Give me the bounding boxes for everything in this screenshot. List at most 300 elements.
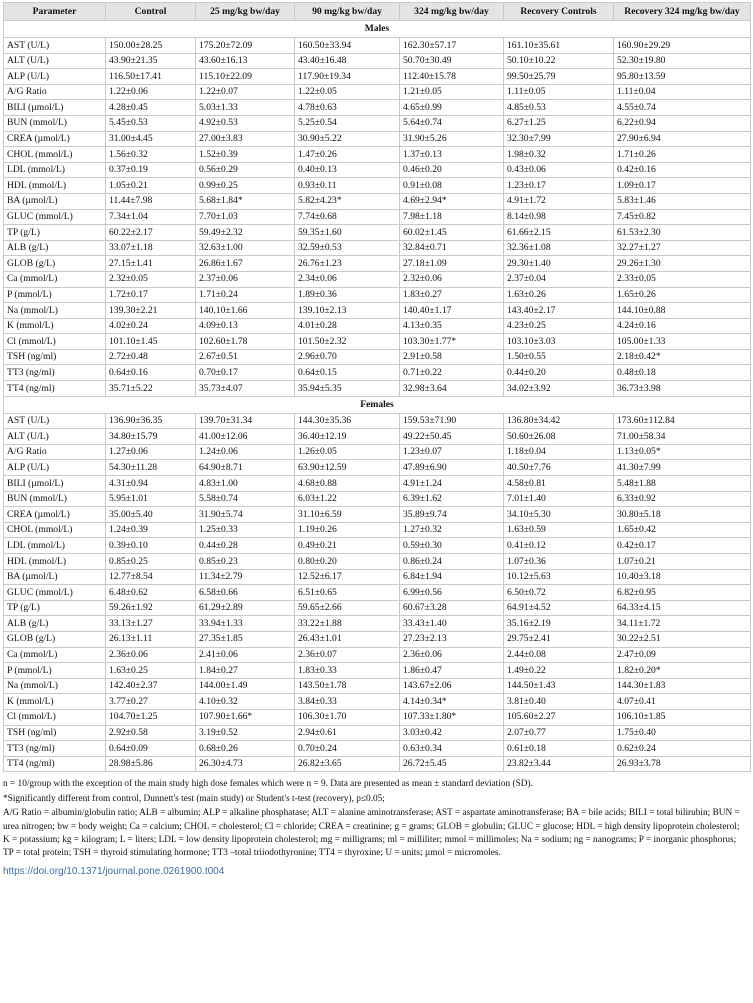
parameter-cell: GLUC (mmol/L) [4,209,106,225]
section-title: Females [4,396,751,413]
value-cell: 161.10±35.61 [504,38,614,54]
value-cell: 4.13±0.35 [400,318,504,334]
value-cell: 4.24±0.16 [614,318,751,334]
value-cell: 64.33±4.15 [614,600,751,616]
value-cell: 32.59±0.53 [295,240,400,256]
value-cell: 0.44±0.20 [504,365,614,381]
table-row [4,663,751,679]
value-cell: 41.00±12.06 [196,429,295,445]
value-cell: 28.98±5.86 [106,756,196,772]
header-25mg: 25 mg/kg bw/day [196,3,295,21]
table-row [4,756,751,772]
value-cell: 0.63±0.34 [400,741,504,757]
value-cell: 3.19±0.52 [196,725,295,741]
value-cell: 33.07±1.18 [106,240,196,256]
value-cell: 34.02±3.92 [504,381,614,397]
parameter-cell: AST (U/L) [4,38,106,54]
value-cell: 6.33±0.92 [614,491,751,507]
value-cell: 1.09±0.17 [614,178,751,194]
table-row [4,318,751,334]
table-header-row [4,3,751,21]
parameter-cell: BILI (µmol/L) [4,476,106,492]
table-row [4,100,751,116]
value-cell: 144.10±0.88 [614,303,751,319]
value-cell: 103.10±3.03 [504,334,614,350]
value-cell: 31.90±5.26 [400,131,504,147]
value-cell: 102.60±1.78 [196,334,295,350]
table-row [4,38,751,54]
value-cell: 35.00±5.40 [106,507,196,523]
table-row [4,741,751,757]
value-cell: 32.84±0.71 [400,240,504,256]
value-cell: 26.72±5.45 [400,756,504,772]
value-cell: 33.94±1.33 [196,616,295,632]
value-cell: 101.10±1.45 [106,334,196,350]
parameter-cell: ALP (U/L) [4,69,106,85]
value-cell: 0.42±0.16 [614,162,751,178]
parameter-cell: TT4 (ng/ml) [4,756,106,772]
value-cell: 0.40±0.13 [295,162,400,178]
value-cell: 1.71±0.26 [614,147,751,163]
value-cell: 0.70±0.24 [295,741,400,757]
sample-size-note: n = 10/group with the exception of the main study high dose females which were n = 9. Data are presented as mean ± standard deviation (SD). [3,779,533,790]
value-cell: 41.30±7.99 [614,460,751,476]
value-cell: 103.30±1.77* [400,334,504,350]
value-cell: 6.48±0.62 [106,585,196,601]
header-control: Control [106,3,196,21]
value-cell: 54.30±11.28 [106,460,196,476]
value-cell: 3.03±0.42 [400,725,504,741]
value-cell: 1.22±0.05 [295,84,400,100]
value-cell: 34.10±5.30 [504,507,614,523]
table-row [4,694,751,710]
value-cell: 7.01±1.40 [504,491,614,507]
table-footnotes [3,778,750,860]
table-row [4,84,751,100]
value-cell: 159.53±71.90 [400,413,504,429]
value-cell: 1.63±0.26 [504,287,614,303]
section-title: Males [4,21,751,38]
value-cell: 160.90±29.29 [614,38,751,54]
value-cell: 31.00±4.45 [106,131,196,147]
value-cell: 31.10±6.59 [295,507,400,523]
value-cell: 1.13±0.05* [614,444,751,460]
value-cell: 2.91±0.58 [400,349,504,365]
parameter-cell: A/G Ratio [4,84,106,100]
table-row [4,413,751,429]
value-cell: 27.18±1.09 [400,256,504,272]
value-cell: 1.47±0.26 [295,147,400,163]
value-cell: 1.71±0.24 [196,287,295,303]
table-row [4,678,751,694]
value-cell: 32.98±3.64 [400,381,504,397]
value-cell: 0.41±0.12 [504,538,614,554]
value-cell: 34.11±1.72 [614,616,751,632]
abbreviations-note: A/G Ratio = albumin/globulin ratio; ALB = albumin; ALP = alkaline phosphatase; ALT = alanine aminotransferase; AST = aspartate aminotransferase; BA = bile acids; BILI = total bilirubin; BUN = urea nitrogen; bw = body weight; Ca = calcium; CHOL = cholesterol; Cl = chloride; CREA = creatinine; g = grams; GLOB = globulin; GLUC = glucose; HDL = high density lipoprotein cholesterol; K = potassium; kg = kilogram; L = liters; LDL = low density lipoprotein cholesterol; mg = milligrams; ml = milliliter; mmol = millimoles; Na = sodium; ng = nanograms; P = inorganic phosphorus; TP = total protein; TSH = thyroid stimulating hormone; TT3 –total triiodothyronine; TT4 = thyroxine; U = units; µmol = micromoles. [3,808,740,859]
value-cell: 142.40±2.37 [106,678,196,694]
value-cell: 175.20±72.09 [196,38,295,54]
parameter-cell: Na (mmol/L) [4,303,106,319]
value-cell: 95.80±13.59 [614,69,751,85]
value-cell: 5.64±0.74 [400,115,504,131]
value-cell: 144.50±1.43 [504,678,614,694]
value-cell: 2.34±0.06 [295,271,400,287]
value-cell: 4.78±0.63 [295,100,400,116]
value-cell: 32.36±1.08 [504,240,614,256]
value-cell: 11.44±7.98 [106,193,196,209]
table-row [4,538,751,554]
table-row [4,585,751,601]
value-cell: 47.89±6.90 [400,460,504,476]
value-cell: 2.37±0.06 [196,271,295,287]
table-row [4,725,751,741]
value-cell: 1.83±0.27 [400,287,504,303]
value-cell: 139.10±2.13 [295,303,400,319]
parameter-cell: TT4 (ng/ml) [4,381,106,397]
value-cell: 1.50±0.55 [504,349,614,365]
value-cell: 1.86±0.47 [400,663,504,679]
value-cell: 5.58±0.74 [196,491,295,507]
table-row [4,303,751,319]
value-cell: 1.19±0.26 [295,522,400,538]
value-cell: 4.69±2.94* [400,193,504,209]
value-cell: 6.51±0.65 [295,585,400,601]
value-cell: 0.39±0.10 [106,538,196,554]
parameter-cell: GLUC (mmol/L) [4,585,106,601]
value-cell: 0.64±0.16 [106,365,196,381]
value-cell: 2.32±0.05 [106,271,196,287]
table-row [4,429,751,445]
value-cell: 4.09±0.13 [196,318,295,334]
value-cell: 4.01±0.28 [295,318,400,334]
table-row [4,600,751,616]
value-cell: 2.07±0.77 [504,725,614,741]
value-cell: 2.47±0.09 [614,647,751,663]
value-cell: 144.30±1.83 [614,678,751,694]
value-cell: 1.23±0.17 [504,178,614,194]
table-row [4,381,751,397]
value-cell: 136.80±34.42 [504,413,614,429]
value-cell: 0.91±0.08 [400,178,504,194]
value-cell: 43.90±21.35 [106,53,196,69]
value-cell: 32.27±1.27 [614,240,751,256]
value-cell: 1.52±0.39 [196,147,295,163]
parameter-cell: A/G Ratio [4,444,106,460]
value-cell: 6.03±1.22 [295,491,400,507]
value-cell: 5.82±4.23* [295,193,400,209]
value-cell: 30.22±2.51 [614,631,751,647]
value-cell: 6.82±0.95 [614,585,751,601]
value-cell: 1.83±0.33 [295,663,400,679]
parameter-cell: P (mmol/L) [4,663,106,679]
value-cell: 35.94±5.35 [295,381,400,397]
value-cell: 1.65±0.42 [614,522,751,538]
value-cell: 35.71±5.22 [106,381,196,397]
parameter-cell: K (mmol/L) [4,318,106,334]
value-cell: 3.81±0.40 [504,694,614,710]
value-cell: 1.27±0.32 [400,522,504,538]
value-cell: 4.14±0.34* [400,694,504,710]
parameter-cell: Ca (mmol/L) [4,271,106,287]
value-cell: 50.70±30.49 [400,53,504,69]
table-row [4,115,751,131]
value-cell: 0.46±0.20 [400,162,504,178]
value-cell: 173.60±112.84 [614,413,751,429]
table-row [4,178,751,194]
header-recovery-controls: Recovery Controls [504,3,614,21]
value-cell: 27.90±6.94 [614,131,751,147]
parameter-cell: ALP (U/L) [4,460,106,476]
value-cell: 4.31±0.94 [106,476,196,492]
header-324mg: 324 mg/kg bw/day [400,3,504,21]
value-cell: 63.90±12.59 [295,460,400,476]
value-cell: 2.96±0.70 [295,349,400,365]
table-row [4,162,751,178]
value-cell: 116.50±17.41 [106,69,196,85]
value-cell: 4.85±0.53 [504,100,614,116]
value-cell: 7.45±0.82 [614,209,751,225]
value-cell: 5.25±0.54 [295,115,400,131]
value-cell: 33.43±1.40 [400,616,504,632]
value-cell: 2.36±0.06 [400,647,504,663]
value-cell: 61.53±2.30 [614,225,751,241]
value-cell: 0.37±0.19 [106,162,196,178]
value-cell: 5.03±1.33 [196,100,295,116]
value-cell: 0.68±0.26 [196,741,295,757]
value-cell: 35.89±9.74 [400,507,504,523]
parameter-cell: CREA (µmol/L) [4,507,106,523]
parameter-cell: AST (U/L) [4,413,106,429]
value-cell: 143.40±2.17 [504,303,614,319]
value-cell: 1.18±0.04 [504,444,614,460]
value-cell: 10.12±5.63 [504,569,614,585]
parameter-cell: P (mmol/L) [4,287,106,303]
value-cell: 1.98±0.32 [504,147,614,163]
value-cell: 1.89±0.36 [295,287,400,303]
value-cell: 1.21±0.05 [400,84,504,100]
value-cell: 2.41±0.06 [196,647,295,663]
value-cell: 64.90±8.71 [196,460,295,476]
value-cell: 40.50±7.76 [504,460,614,476]
value-cell: 2.18±0.42* [614,349,751,365]
parameter-cell: TT3 (ng/ml) [4,365,106,381]
value-cell: 0.64±0.09 [106,741,196,757]
value-cell: 2.94±0.61 [295,725,400,741]
value-cell: 115.10±22.09 [196,69,295,85]
value-cell: 0.43±0.06 [504,162,614,178]
value-cell: 1.11±0.04 [614,84,751,100]
value-cell: 5.95±1.01 [106,491,196,507]
value-cell: 1.22±0.06 [106,84,196,100]
parameter-cell: GLOB (g/L) [4,631,106,647]
table-row [4,225,751,241]
value-cell: 1.56±0.32 [106,147,196,163]
value-cell: 0.93±0.11 [295,178,400,194]
value-cell: 6.39±1.62 [400,491,504,507]
doi-link[interactable]: https://doi.org/10.1371/journal.pone.0261900.t004 [3,865,225,877]
value-cell: 107.33±1.80* [400,709,504,725]
value-cell: 160.50±33.94 [295,38,400,54]
significance-note: *Significantly different from control, Dunnett's test (main study) or Student's t-test (recovery), p≤0.05; [3,793,385,804]
parameter-cell: ALT (U/L) [4,429,106,445]
value-cell: 1.84±0.27 [196,663,295,679]
value-cell: 0.80±0.20 [295,554,400,570]
table-row [4,349,751,365]
table-row [4,131,751,147]
value-cell: 12.77±8.54 [106,569,196,585]
value-cell: 0.61±0.18 [504,741,614,757]
value-cell: 0.48±0.18 [614,365,751,381]
section-header-row [4,396,751,413]
value-cell: 0.49±0.21 [295,538,400,554]
value-cell: 7.74±0.68 [295,209,400,225]
parameter-cell: LDL (mmol/L) [4,538,106,554]
parameter-cell: CREA (µmol/L) [4,131,106,147]
value-cell: 5.68±1.84* [196,193,295,209]
parameter-cell: ALB (g/L) [4,240,106,256]
value-cell: 6.50±0.72 [504,585,614,601]
value-cell: 2.67±0.51 [196,349,295,365]
value-cell: 1.07±0.21 [614,554,751,570]
value-cell: 139.30±2.21 [106,303,196,319]
value-cell: 107.90±1.66* [196,709,295,725]
value-cell: 4.10±0.32 [196,694,295,710]
header-parameter: Parameter [4,3,106,21]
table-row [4,709,751,725]
table-row [4,271,751,287]
value-cell: 1.37±0.13 [400,147,504,163]
value-cell: 1.05±0.21 [106,178,196,194]
value-cell: 0.62±0.24 [614,741,751,757]
clinical-chemistry-table [3,2,751,772]
value-cell: 59.35±1.60 [295,225,400,241]
table-row [4,507,751,523]
value-cell: 2.37±0.04 [504,271,614,287]
value-cell: 2.33±0.05 [614,271,751,287]
value-cell: 26.82±3.65 [295,756,400,772]
value-cell: 143.50±1.78 [295,678,400,694]
value-cell: 1.49±0.22 [504,663,614,679]
value-cell: 30.90±5.22 [295,131,400,147]
table-row [4,522,751,538]
value-cell: 0.59±0.30 [400,538,504,554]
value-cell: 0.99±0.25 [196,178,295,194]
value-cell: 1.26±0.05 [295,444,400,460]
table-row [4,334,751,350]
value-cell: 3.84±0.33 [295,694,400,710]
value-cell: 162.30±57.17 [400,38,504,54]
value-cell: 30.80±5.18 [614,507,751,523]
value-cell: 33.22±1.88 [295,616,400,632]
value-cell: 26.43±1.01 [295,631,400,647]
value-cell: 50.60±26.08 [504,429,614,445]
value-cell: 0.44±0.28 [196,538,295,554]
value-cell: 0.85±0.25 [106,554,196,570]
value-cell: 0.64±0.15 [295,365,400,381]
value-cell: 99.50±25.79 [504,69,614,85]
table-row [4,147,751,163]
table-row [4,69,751,85]
table-row [4,616,751,632]
value-cell: 4.65±0.99 [400,100,504,116]
value-cell: 1.11±0.05 [504,84,614,100]
value-cell: 105.00±1.33 [614,334,751,350]
table-row [4,193,751,209]
value-cell: 2.36±0.06 [106,647,196,663]
table-row [4,569,751,585]
table-row [4,209,751,225]
value-cell: 4.92±0.53 [196,115,295,131]
value-cell: 26.76±1.23 [295,256,400,272]
value-cell: 4.91±1.24 [400,476,504,492]
value-cell: 11.34±2.79 [196,569,295,585]
value-cell: 0.71±0.22 [400,365,504,381]
section-header-row [4,21,751,38]
value-cell: 7.70±1.03 [196,209,295,225]
value-cell: 6.27±1.25 [504,115,614,131]
value-cell: 1.27±0.06 [106,444,196,460]
value-cell: 49.22±50.45 [400,429,504,445]
parameter-cell: LDL (mmol/L) [4,162,106,178]
value-cell: 60.22±2.17 [106,225,196,241]
value-cell: 27.00±3.83 [196,131,295,147]
value-cell: 59.65±2.66 [295,600,400,616]
value-cell: 12.52±6.17 [295,569,400,585]
value-cell: 29.26±1.30 [614,256,751,272]
value-cell: 36.73±3.98 [614,381,751,397]
value-cell: 140.10±1.66 [196,303,295,319]
value-cell: 6.58±0.66 [196,585,295,601]
value-cell: 0.42±0.17 [614,538,751,554]
value-cell: 6.22±0.94 [614,115,751,131]
value-cell: 43.60±16.13 [196,53,295,69]
parameter-cell: BILI (µmol/L) [4,100,106,116]
table-body [4,21,751,772]
table-row [4,287,751,303]
parameter-cell: TSH (ng/ml) [4,725,106,741]
value-cell: 2.92±0.58 [106,725,196,741]
value-cell: 1.75±0.40 [614,725,751,741]
value-cell: 2.36±0.07 [295,647,400,663]
table-row [4,256,751,272]
table-row [4,365,751,381]
value-cell: 104.70±1.25 [106,709,196,725]
value-cell: 31.90±5.74 [196,507,295,523]
header-recovery-324mg: Recovery 324 mg/kg bw/day [614,3,751,21]
value-cell: 140.40±1.17 [400,303,504,319]
value-cell: 0.85±0.23 [196,554,295,570]
value-cell: 5.45±0.53 [106,115,196,131]
value-cell: 143.67±2.06 [400,678,504,694]
value-cell: 112.40±15.78 [400,69,504,85]
value-cell: 1.63±0.59 [504,522,614,538]
value-cell: 35.73±4.07 [196,381,295,397]
value-cell: 139.70±31.34 [196,413,295,429]
value-cell: 4.07±0.41 [614,694,751,710]
value-cell: 52.30±19.80 [614,53,751,69]
value-cell: 26.13±1.11 [106,631,196,647]
parameter-cell: GLOB (g/L) [4,256,106,272]
value-cell: 29.75±2.41 [504,631,614,647]
value-cell: 144.00±1.49 [196,678,295,694]
value-cell: 0.86±0.24 [400,554,504,570]
table-row [4,631,751,647]
parameter-cell: TT3 (ng/ml) [4,741,106,757]
value-cell: 26.30±4.73 [196,756,295,772]
value-cell: 4.23±0.25 [504,318,614,334]
value-cell: 4.91±1.72 [504,193,614,209]
value-cell: 1.24±0.39 [106,522,196,538]
